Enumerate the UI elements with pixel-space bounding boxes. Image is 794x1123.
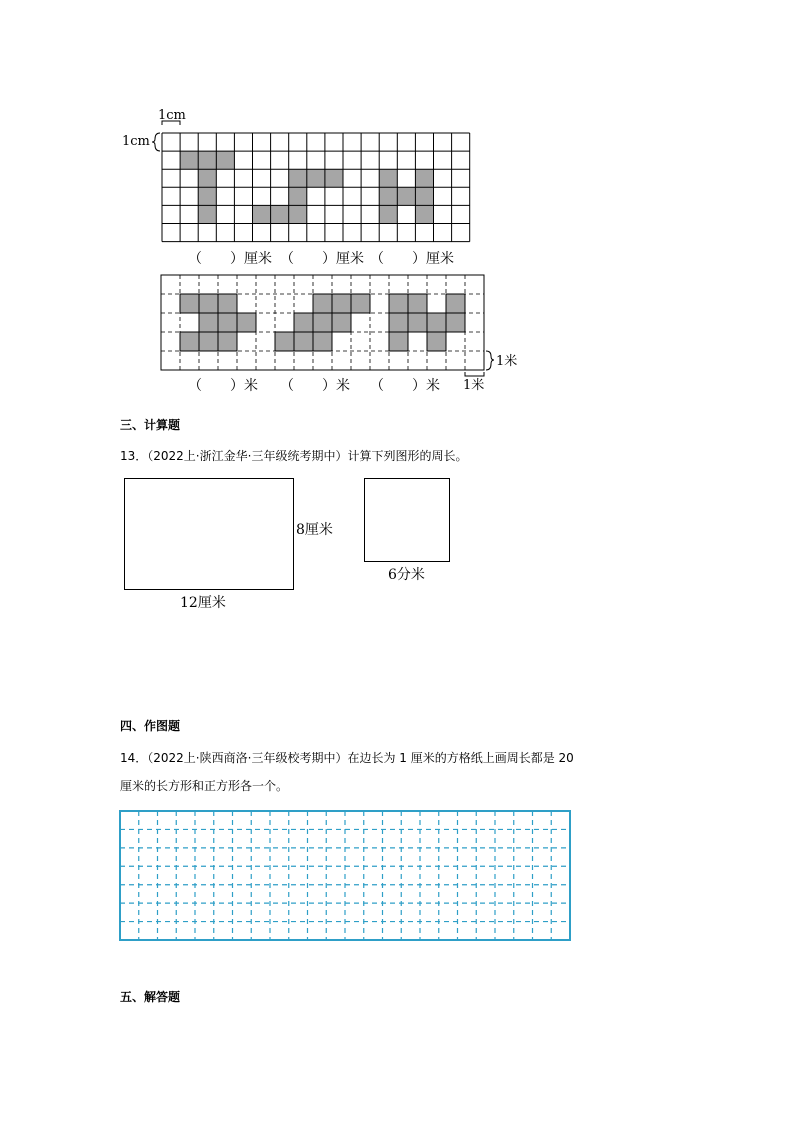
figure2-shaded-cell [427, 313, 446, 332]
figure2-shaded-cell [351, 294, 370, 313]
figure1-height-brace [152, 133, 160, 151]
figure2-height-brace [486, 351, 494, 370]
figure2-shaded-cell [313, 294, 332, 313]
rectangle-shape [124, 478, 294, 590]
figure2-shaded-cells [180, 294, 465, 351]
figure2-shaded-cell [218, 313, 237, 332]
figure1-shaded-cell [198, 169, 216, 187]
figure2-blank-2: （ ）米 [280, 378, 350, 394]
drawing-grid-paper[interactable] [119, 810, 572, 942]
figure2-shaded-cell [313, 332, 332, 351]
figure1-grid-lines [162, 133, 470, 242]
figure2-width-bracket [465, 372, 484, 376]
figure2-shaded-cell [218, 294, 237, 313]
figure1-shaded-cell [253, 205, 271, 223]
figure1-shaded-cell [379, 205, 397, 223]
question14-text-line1: 14．（2022上·陕西商洛·三年级校考期中）在边长为 1 厘米的方格纸上画周长都是 20 [120, 751, 574, 765]
figure1-shaded-cell [289, 205, 307, 223]
figure1-shaded-cell [198, 205, 216, 223]
figure2-shaded-cell [294, 313, 313, 332]
figure2-shaded-cell [294, 332, 313, 351]
figure2-shaded-cell [180, 332, 199, 351]
figure2-shaded-cell [389, 332, 408, 351]
figure1-shaded-cell [271, 205, 289, 223]
figure2-shaded-cell [218, 332, 237, 351]
figure1-shaded-cell [198, 151, 216, 169]
figure1-grid [110, 105, 490, 270]
figure1-shaded-cell [198, 187, 216, 205]
figure1-shaded-cell [216, 151, 234, 169]
figure2-unit-height-label: 1米 [496, 354, 518, 369]
figure2-shaded-cell [427, 332, 446, 351]
question13-text: 13．（2022上·浙江金华·三年级统考期中）计算下列图形的周长。 [120, 449, 468, 463]
section4-title: 四、作图题 [120, 719, 181, 733]
section5-title: 五、解答题 [120, 990, 181, 1004]
figure1-shaded-cell [307, 169, 325, 187]
figure1-shaded-cell [325, 169, 343, 187]
figure1-blank-3: （ ）厘米 [370, 251, 454, 267]
question14-text-line2: 厘米的长方形和正方形各一个。 [120, 779, 289, 793]
section3-title: 三、计算题 [120, 418, 181, 432]
figure2-shaded-cell [408, 313, 427, 332]
figure2-shaded-cell [389, 313, 408, 332]
rectangle-width-label: 12厘米 [180, 595, 226, 611]
figure2-shaded-cell [408, 294, 427, 313]
rectangle-height-label: 8厘米 [296, 522, 333, 538]
figure1-shaded-cell [397, 187, 415, 205]
figure2-shaded-cell [313, 313, 332, 332]
figure1-unit-width-label: 1cm [158, 108, 186, 123]
figure1-shaded-cell [289, 169, 307, 187]
figure1-shaded-cell [180, 151, 198, 169]
figure2-blank-1: （ ）米 [188, 378, 258, 394]
figure1-shaded-cell [379, 169, 397, 187]
figure2-blank-3: （ ）米 [370, 378, 440, 394]
figure2-shaded-cell [389, 294, 408, 313]
figure1-shaded-cell [415, 187, 433, 205]
figure1-shaded-cell [379, 187, 397, 205]
figure2-shaded-cell [332, 313, 351, 332]
figure1-blank-1: （ ）厘米 [188, 251, 272, 267]
figure2-shaded-cell [275, 332, 294, 351]
figure2-shaded-cell [199, 332, 218, 351]
figure1-shaded-cell [415, 205, 433, 223]
figure1-blank-2: （ ）厘米 [280, 251, 364, 267]
figure2-shaded-cell [199, 294, 218, 313]
figure2-shaded-cell [237, 313, 256, 332]
figure2-shaded-cell [332, 294, 351, 313]
figure2-shaded-cell [199, 313, 218, 332]
figure2-shaded-cell [180, 294, 199, 313]
figure2-shaded-cell [446, 294, 465, 313]
figure1-shaded-cell [415, 169, 433, 187]
figure2-unit-width-label: 1米 [463, 378, 485, 393]
figure1-unit-height-label: 1cm [122, 134, 150, 149]
square-side-label: 6分米 [388, 567, 425, 583]
square-shape [364, 478, 450, 562]
figure2-shaded-cell [446, 313, 465, 332]
figure1-shaded-cell [289, 187, 307, 205]
drawing-grid-lines [120, 811, 570, 940]
